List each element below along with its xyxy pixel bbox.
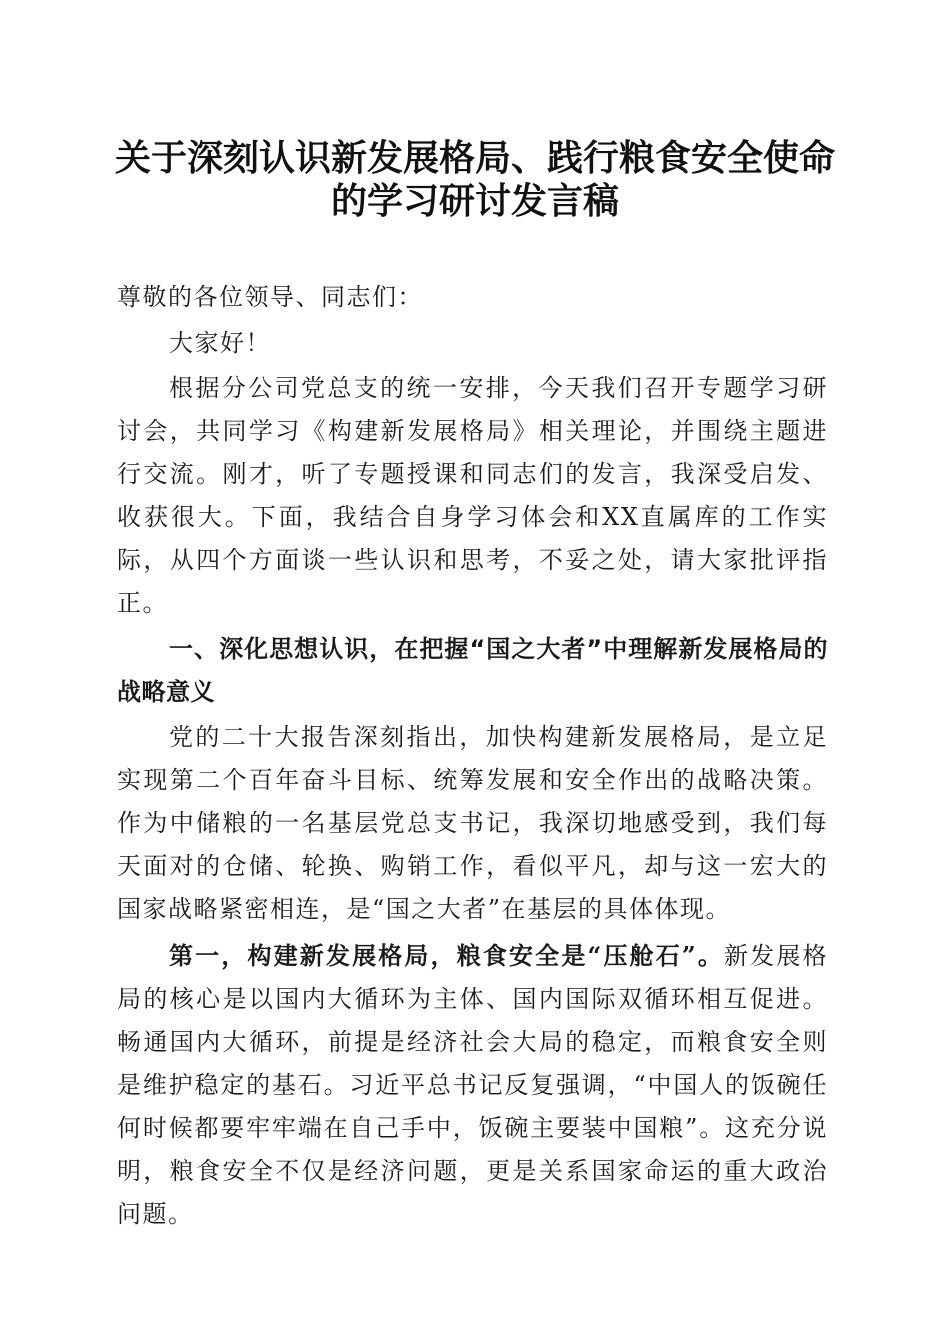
- document-title-line-2: 的学习研讨发言稿: [330, 180, 619, 222]
- point-paragraph-1: [117, 934, 828, 1236]
- point-body-1: 新发展格局的核心是以国内大循环为主体、国内国际双循环相互促进。畅通国内大循环，前提是经济社会大局的稳定，而粮食安全则是维护稳定的基石。习近平总书记反复强调，“中国人的饭碗任何时候都要牢牢端在自己手中，饭碗主要装中国粮”。这充分说明，粮食安全不仅是经济问题，更是关系国家命运的重大政治问题。: [117, 941, 829, 1228]
- salutation: 尊敬的各位领导、同志们：: [117, 283, 423, 311]
- point-lead-1: 第一，构建新发展格局，粮食安全是“压舱石”。: [169, 940, 725, 970]
- section-paragraph-1: 党的二十大报告深刻指出，加快构建新发展格局，是立足实现第二个百年奋斗目标、统筹发展和安全作出的战略决策。作为中储粮的一名基层党总支书记，我深切地感受到，我们每天面对的仓储、轮换、购销工作，看似平凡，却与这一宏大的国家战略紧密相连，是“国之大者”在基层的具体体现。: [117, 723, 828, 923]
- intro-paragraph: 根据分公司党总支的统一安排，今天我们召开专题学习研讨会，共同学习《构建新发展格局》相关理论，并围绕主题进行交流。刚才，听了专题授课和同志们的发言，我深受启发、收获很大。下面，我结合自身学习体会和XX直属库的工作实际，从四个方面谈一些认识和思考，不妥之处，请大家批评指正。: [117, 374, 828, 617]
- document-title-line-1: 关于深刻认识新发展格局、践行粮食安全使命: [114, 137, 835, 179]
- greeting: 大家好！: [169, 328, 271, 357]
- document-body: [117, 276, 828, 1238]
- section-heading-1: 一、深化思想认识，在把握“国之大者”中理解新发展格局的战略意义: [117, 634, 828, 706]
